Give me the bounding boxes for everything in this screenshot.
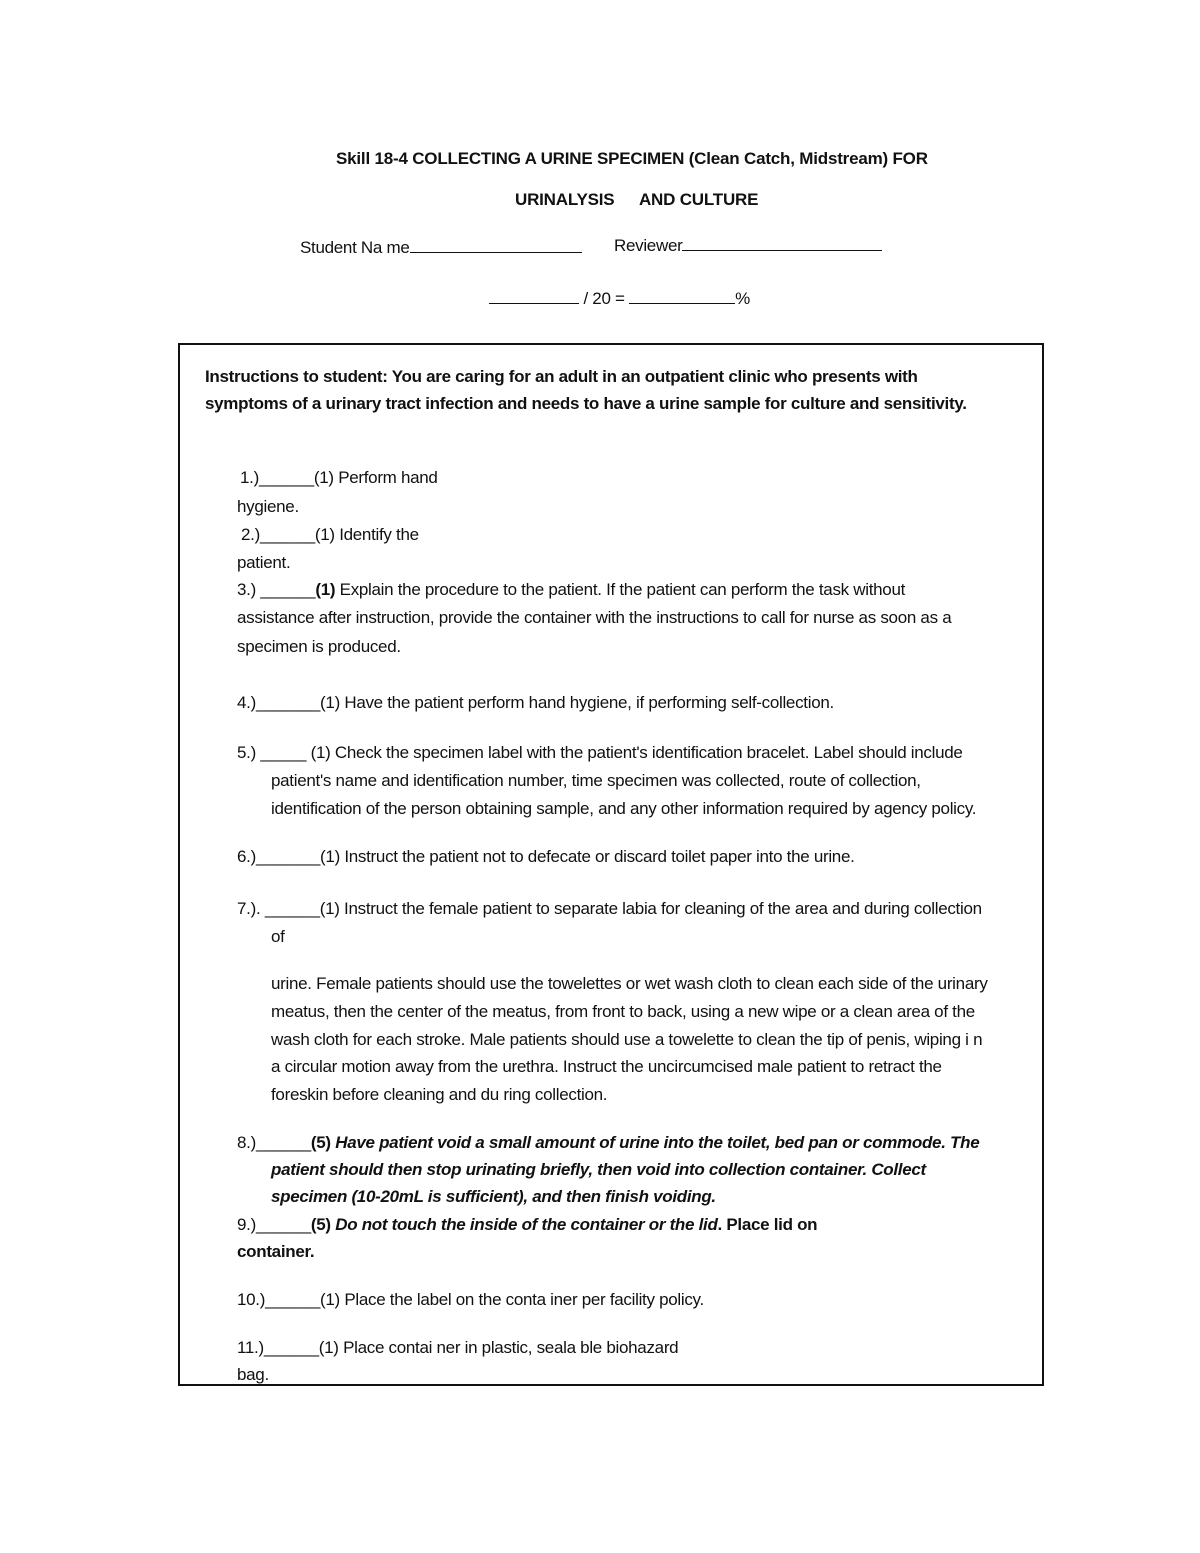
step-num: 3.) <box>237 580 256 599</box>
step-3-cont: specimen is produced. <box>237 637 401 656</box>
step-num: 7.). <box>237 899 261 918</box>
step-num: 6.) <box>237 847 256 866</box>
step-7-cont: a circular motion away from the urethra. Instruct the uncircumcised male patient to retract the <box>271 1057 942 1076</box>
step-7-cont: urine. Female patients should use the towelettes or wet wash cloth to clean each side of the urinary <box>271 974 988 993</box>
step-num: 8.) <box>237 1133 256 1152</box>
score-blank[interactable]: _____ <box>260 743 307 762</box>
step-8 <box>237 1133 979 1153</box>
student-name-field[interactable] <box>300 237 582 258</box>
step-4 <box>237 693 834 713</box>
step-num: 10.) <box>237 1290 266 1309</box>
step-num: 11.) <box>237 1338 264 1357</box>
score-blank[interactable]: ______ <box>260 580 316 599</box>
step-num: 5.) <box>237 743 256 762</box>
step-7 <box>237 899 982 919</box>
step-text: (1) Place the label on the conta iner per facility policy. <box>320 1290 704 1309</box>
step-8-cont: patient should then stop urinating briefly, then void into collection container. Collect <box>271 1160 926 1179</box>
step-num: 2.) <box>241 525 260 544</box>
step-2 <box>241 525 419 545</box>
score-blank[interactable]: ______ <box>255 1215 311 1234</box>
step-text: Explain the procedure to the patient. If the patient can perform the task without <box>339 580 906 599</box>
step-5-cont: patient's name and identification number, time specimen was collected, route of collection, <box>271 771 921 790</box>
step-text: (1) Instruct the patient not to defecate or discard toilet paper into the urine. <box>320 847 855 866</box>
step-text: (1) Instruct the female patient to separate labia for cleaning of the area and during collection <box>319 899 982 918</box>
step-points: (1) <box>315 580 336 599</box>
score-line <box>489 288 750 309</box>
step-text: (1) Identify the <box>314 525 419 544</box>
page-title: Skill 18-4 COLLECTING A URINE SPECIMEN (Clean Catch, Midstream) FOR <box>336 149 928 168</box>
step-7-cont: of <box>271 927 285 946</box>
student-name-blank[interactable] <box>410 237 582 253</box>
step-9 <box>237 1215 817 1235</box>
reviewer-field[interactable] <box>614 235 882 256</box>
step-6 <box>237 847 855 867</box>
step-points: (5) <box>310 1133 331 1152</box>
score-blank[interactable]: _______ <box>255 847 321 866</box>
step-3-cont: assistance after instruction, provide the container with the instructions to call for nurse as soon as a <box>237 608 952 627</box>
step-num: 1.) <box>240 468 259 487</box>
score-blank[interactable]: ______ <box>259 525 315 544</box>
title-culture: AND CULTURE <box>638 190 759 209</box>
student-name-label: Student Na me <box>300 238 410 257</box>
score-points-blank[interactable] <box>489 288 579 304</box>
step-7-cont: foreskin before cleaning and du ring collection. <box>271 1085 608 1104</box>
step-11 <box>237 1338 678 1358</box>
step-9-cont: container. <box>237 1242 315 1261</box>
score-blank[interactable]: ______ <box>264 899 320 918</box>
score-blank[interactable]: ______ <box>263 1338 319 1357</box>
step-text: Have patient void a small amount of urine into the toilet, bed pan or commode. The <box>335 1133 980 1152</box>
step-7-cont: wash cloth for each stroke. Male patients should use a towelette to clean the tip of penis, wiping i n <box>271 1030 983 1049</box>
instructions-line2: symptoms of a urinary tract infection and needs to have a urine sample for culture and sensitivity. <box>205 394 967 413</box>
page-title-line2 <box>515 190 758 210</box>
step-points: (5) <box>310 1215 331 1234</box>
step-text-emphasis: Do not touch the inside of the container or the lid <box>335 1215 718 1234</box>
step-8-cont: specimen (10-20mL is sufficient), and then finish voiding. <box>271 1187 716 1206</box>
reviewer-blank[interactable] <box>682 235 882 251</box>
percent-sign: % <box>735 289 750 308</box>
step-3 <box>237 580 905 600</box>
instructions-line1: Instructions to student: You are caring for an adult in an outpatient clinic who presents with <box>205 367 918 386</box>
step-5-cont: identification of the person obtaining sample, and any other information required by agency policy. <box>271 799 977 818</box>
step-text: (1) Check the specimen label with the patient's identification bracelet. Label should include <box>310 743 963 762</box>
step-text: (1) Perform hand <box>313 468 438 487</box>
step-7-cont: meatus, then the center of the meatus, from front to back, using a new wipe or a clean area of the <box>271 1002 975 1021</box>
step-text: (1) Have the patient perform hand hygiene, if performing self-collection. <box>320 693 834 712</box>
step-text: . Place lid on <box>717 1215 818 1234</box>
reviewer-label: Reviewer <box>614 236 683 255</box>
step-5 <box>237 743 963 763</box>
step-num: 4.) <box>237 693 256 712</box>
score-blank[interactable]: ______ <box>258 468 314 487</box>
score-blank[interactable]: ______ <box>255 1133 311 1152</box>
score-blank[interactable]: ______ <box>265 1290 321 1309</box>
step-1-cont: hygiene. <box>237 497 299 516</box>
step-text: (1) Place contai ner in plastic, seala ble biohazard <box>318 1338 679 1357</box>
step-num: 9.) <box>237 1215 256 1234</box>
step-11-cont: bag. <box>237 1365 269 1384</box>
step-1 <box>240 468 438 488</box>
title-urinalysis: URINALYSIS <box>515 190 615 209</box>
step-2-cont: patient. <box>237 553 291 572</box>
score-text: / 20 = <box>583 289 625 308</box>
score-blank[interactable]: _______ <box>255 693 321 712</box>
score-percent-blank[interactable] <box>629 288 735 304</box>
step-10 <box>237 1290 704 1310</box>
